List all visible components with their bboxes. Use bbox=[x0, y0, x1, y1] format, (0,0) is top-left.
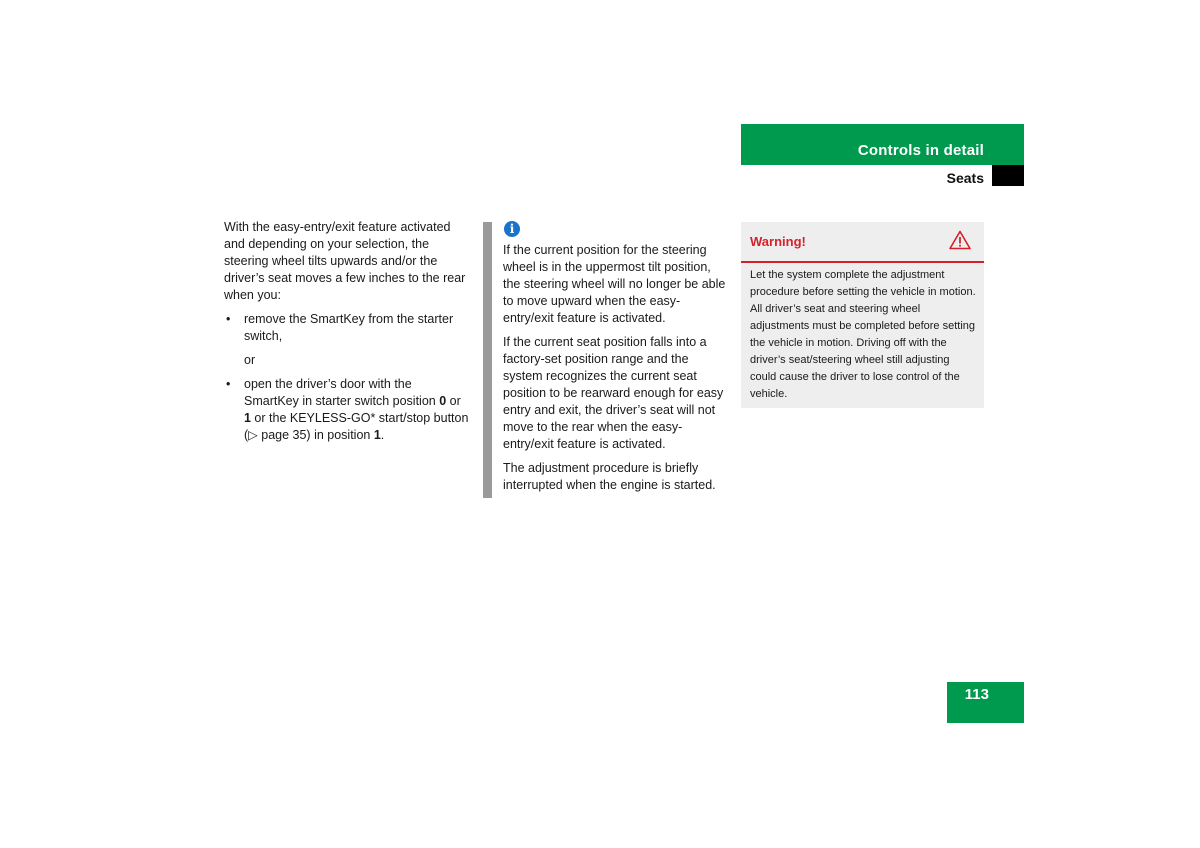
section-title: Seats bbox=[946, 170, 984, 186]
info-paragraph: If the current position for the steering wheel is in the uppermost tilt position, the steering wheel will no longer be able to move upward when the easy-entry/exit feature is activated. bbox=[503, 243, 726, 325]
info-note-column bbox=[503, 242, 728, 501]
list-item-text: remove the SmartKey from the starter switch, bbox=[244, 312, 454, 343]
page-number: 113 bbox=[964, 686, 989, 703]
warning-text: Let the system complete the adjustment procedure before setting the vehicle in motion. All driver’s seat and steering wheel adjustments must be completed before setting the vehicle in motion. Driving off with the driver’s seat/steering wheel still adjusting could cause the driver to lose control of the vehicle. bbox=[750, 269, 976, 400]
list-item-text: open the driver’s door with the SmartKey in starter switch position 0 or 1 or the KEYLESS-GO* start/stop button (▷ page 35) in position 1. bbox=[244, 377, 469, 442]
chapter-header-bar bbox=[741, 124, 1024, 165]
chapter-title: Controls in detail bbox=[857, 142, 984, 159]
main-text-column bbox=[224, 219, 469, 451]
warning-triangle-icon bbox=[949, 230, 971, 250]
or-separator: or bbox=[244, 353, 256, 367]
warning-header bbox=[741, 222, 984, 263]
info-side-bar bbox=[483, 222, 492, 498]
page-number-box bbox=[947, 682, 1024, 723]
intro-paragraph: With the easy-entry/exit feature activated and depending on your selection, the steering wheel tilts upwards and/or the driver’s seat moves a few inches to the rear when you: bbox=[224, 220, 466, 302]
list-item bbox=[224, 376, 469, 444]
info-paragraph: If the current seat position falls into a factory-set position range and the system recognizes the current seat position to be rearward enough for easy entry and exit, the driver’s seat will not move to the rear when the easy-entry/exit feature is activated. bbox=[503, 335, 724, 451]
bullet-icon: • bbox=[226, 312, 231, 326]
list-item bbox=[224, 311, 469, 345]
warning-title: Warning! bbox=[750, 234, 806, 249]
bullet-icon: • bbox=[226, 377, 231, 391]
condition-list bbox=[224, 311, 469, 444]
info-icon: i bbox=[504, 221, 520, 237]
section-marker bbox=[992, 165, 1024, 186]
info-paragraph: The adjustment procedure is briefly interrupted when the engine is started. bbox=[503, 461, 716, 492]
warning-box bbox=[741, 222, 984, 408]
